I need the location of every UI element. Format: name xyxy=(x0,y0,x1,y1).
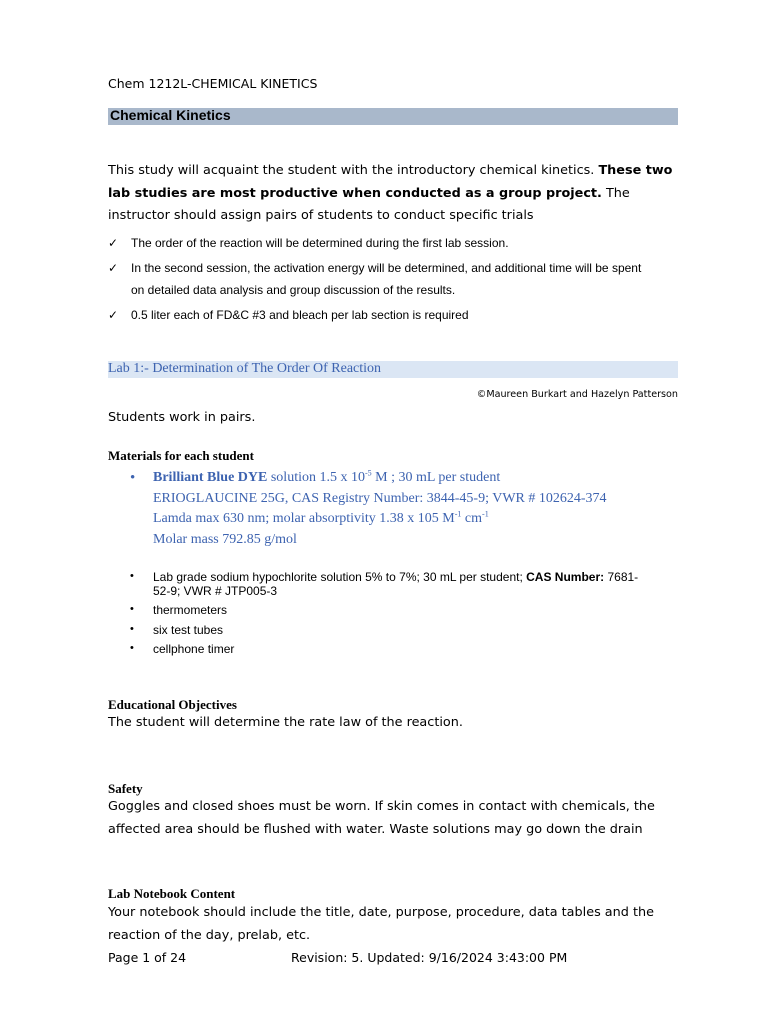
list-item: • cellphone timer xyxy=(130,642,235,656)
bullet-icon: • xyxy=(130,570,134,582)
checkmark-icon: ✓ xyxy=(108,261,119,275)
list-item: • six test tubes xyxy=(130,623,224,637)
checkmark-icon: ✓ xyxy=(108,308,119,322)
dye-line-1: Brilliant Blue DYE solution 1.5 x $10^{-5}$ M ; 30 mL per student xyxy=(153,468,501,485)
notebook-line-2: reaction of the day, prelab, etc. xyxy=(108,928,311,943)
intro-paragraph xyxy=(108,160,683,228)
page-number: Page 1 of 24 xyxy=(108,950,187,965)
bullet-icon: • xyxy=(130,623,134,635)
safety-heading: Safety xyxy=(108,781,143,796)
page-title: Chemical Kinetics xyxy=(110,107,231,123)
safety-line-1: Goggles and closed shoes must be worn. If skin comes in contact with chemicals, the xyxy=(108,799,655,814)
dye-line-3: Lamda max 630 nm; molar absorptivity 1.38 x 105 $M^{-1}$ $cm^{-1}$ xyxy=(153,509,489,526)
bullet-icon: • xyxy=(130,470,136,486)
bleach-line-2: 52-9; VWR # JTP005-3 xyxy=(153,584,278,598)
checklist-item xyxy=(108,257,683,301)
lab1-heading: Lab 1:- Determination of The Order Of Reaction xyxy=(108,361,382,376)
dye-line-4: Molar mass 792.85 g/mol xyxy=(153,531,297,547)
checkmark-icon: ✓ xyxy=(108,236,119,250)
revision-info: Revision: 5. Updated: 9/16/2024 3:43:00 PM xyxy=(291,950,568,965)
bleach-list-item: • Lab grade sodium hypochlorite solution 5% to 7%; 30 mL per student; CAS Number: 7681- 52-9; VWR # JTP005-3 xyxy=(130,570,639,598)
materials-heading: Materials for each student xyxy=(108,448,254,463)
checklist-text: The order of the reaction will be determined during the first lab session. xyxy=(131,236,509,250)
list-item: • thermometers xyxy=(130,603,228,617)
intro-bold-text: These two lab studies are most productive when conducted as a group project. xyxy=(108,163,673,201)
intro-text-a: This study will acquaint the student with the introductory chemical kinetics. xyxy=(108,163,599,178)
intro-text-b: The instructor should assign pairs of students to conduct specific trials xyxy=(108,185,630,223)
bullet-icon: • xyxy=(130,642,134,654)
notebook-heading: Lab Notebook Content xyxy=(108,886,236,901)
notebook-line-1: Your notebook should include the title, date, purpose, procedure, data tables and the xyxy=(108,905,654,920)
checklist-item xyxy=(108,232,683,254)
objectives-text: The student will determine the rate law of the reaction. xyxy=(108,715,463,730)
dye-line-2: ERIOGLAUCINE 25G, CAS Registry Number: 3844-45-9; VWR # 102624-374 xyxy=(153,490,607,506)
credit-line: ©Maureen Burkart and Hazelyn Patterson xyxy=(476,389,678,400)
safety-line-2: affected area should be flushed with water. Waste solutions may go down the drain xyxy=(108,822,643,837)
bullet-icon: • xyxy=(130,603,134,615)
checklist-text: In the second session, the activation energy will be determined, and additional time will be spent xyxy=(131,261,642,275)
checklist-text: 0.5 liter each of FD&C #3 and bleach per lab section is required xyxy=(131,308,469,322)
pairs-note: Students work in pairs. xyxy=(108,410,256,425)
checklist-item xyxy=(108,304,683,326)
checklist-text-cont: on detailed data analysis and group discussion of the results. xyxy=(131,283,456,297)
objectives-heading: Educational Objectives xyxy=(108,697,237,712)
course-header: Chem 1212L-CHEMICAL KINETICS xyxy=(108,76,318,91)
dye-name: Brilliant Blue DYE xyxy=(153,470,268,485)
